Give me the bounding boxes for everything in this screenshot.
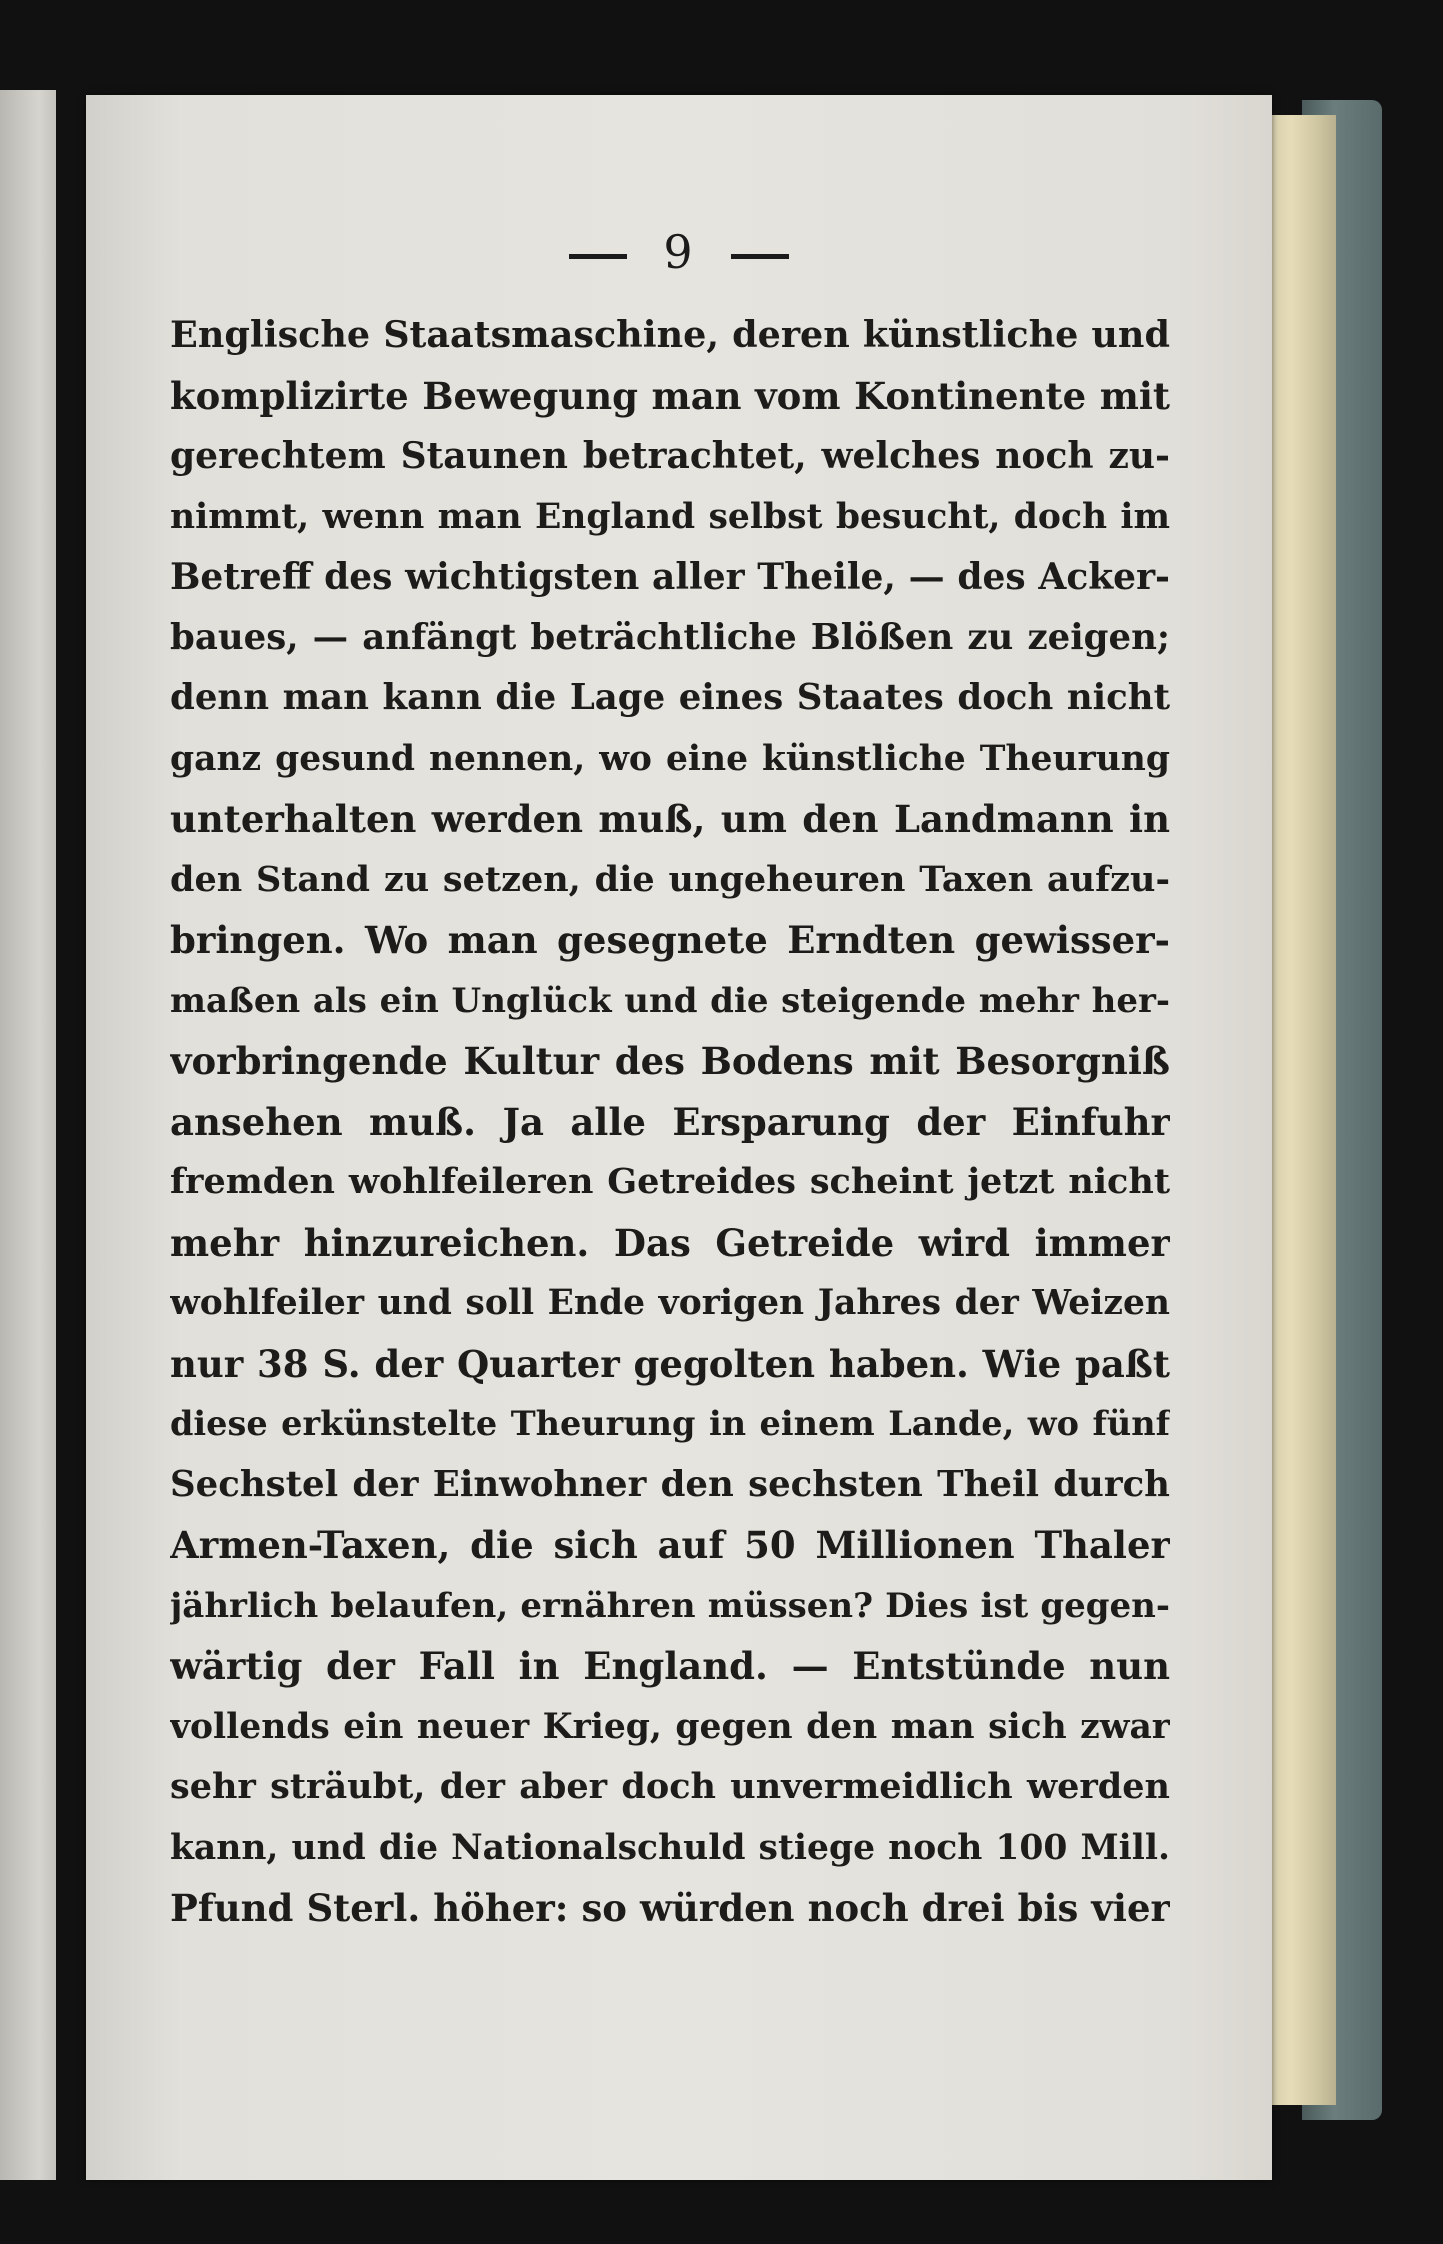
page-number: 9 bbox=[663, 225, 695, 279]
page-block-edge bbox=[1272, 115, 1336, 2105]
text-line: kann, und die Nationalschuld stiege noch 100 Mill. bbox=[170, 1827, 1170, 1868]
text-line: diese erkünstelte Theurung in einem Lande, wo fünf bbox=[170, 1404, 1170, 1443]
text-line: Betreff des wichtigsten aller Theile, — des Acker- bbox=[170, 556, 1170, 598]
text-line: komplizirte Bewegung man vom Kontinente mit bbox=[170, 373, 1170, 418]
text-line: Pfund Sterl. höher: so würden noch drei bis vier bbox=[170, 1886, 1170, 1930]
text-line: ganz gesund nennen, wo eine künstliche Theurung bbox=[170, 738, 1170, 779]
text-line: wohlfeiler und soll Ende vorigen Jahres der Weizen bbox=[170, 1283, 1170, 1323]
text-line: gerechtem Staunen betrachtet, welches noch zu- bbox=[170, 435, 1170, 477]
text-line: wärtig der Fall in England. — Entstünde nun bbox=[170, 1644, 1170, 1688]
text-line: vorbringende Kultur des Bodens mit Besorgniß bbox=[170, 1039, 1170, 1083]
text-line: unterhalten werden muß, um den Landmann in bbox=[170, 797, 1170, 841]
header-dash-right bbox=[731, 254, 789, 259]
text-line: nur 38 S. der Quarter gegolten haben. Wie paßt bbox=[170, 1341, 1170, 1386]
header-dash-left bbox=[569, 254, 627, 259]
text-line: mehr hinzureichen. Das Getreide wird immer bbox=[170, 1220, 1170, 1265]
text-line: fremden wohlfeileren Getreides scheint jetzt nicht bbox=[170, 1161, 1170, 1202]
text-line: Armen-Taxen, die sich auf 50 Millionen Thaler bbox=[170, 1523, 1170, 1567]
text-line: ansehen muß. Ja alle Ersparung der Einfuhr bbox=[170, 1099, 1170, 1144]
text-line: jährlich belaufen, ernähren müssen? Dies ist gegen- bbox=[170, 1585, 1170, 1626]
text-line: maßen als ein Unglück und die steigende mehr her- bbox=[170, 980, 1170, 1021]
text-line: bringen. Wo man gesegnete Erndten gewisser- bbox=[170, 918, 1170, 962]
text-line: baues, — anfängt beträchtliche Blößen zu zeigen; bbox=[170, 616, 1170, 658]
text-line: vollends ein neuer Krieg, gegen den man sich zwar bbox=[170, 1706, 1170, 1747]
text-line: Englische Staatsmaschine, deren künstliche und bbox=[170, 313, 1170, 356]
text-line: nimmt, wenn man England selbst besucht, doch im bbox=[170, 496, 1170, 537]
page-header bbox=[86, 225, 1272, 279]
book-page bbox=[86, 95, 1272, 2180]
text-line: denn man kann die Lage eines Staates doch nicht bbox=[170, 677, 1170, 718]
text-line: Sechstel der Einwohner den sechsten Theil durch bbox=[170, 1463, 1170, 1505]
text-line: den Stand zu setzen, die ungeheuren Taxen aufzu- bbox=[170, 858, 1170, 900]
left-page-edge bbox=[0, 90, 56, 2180]
text-line: sehr sträubt, der aber doch unvermeidlich werden bbox=[170, 1766, 1170, 1807]
body-text bbox=[170, 305, 1170, 1939]
